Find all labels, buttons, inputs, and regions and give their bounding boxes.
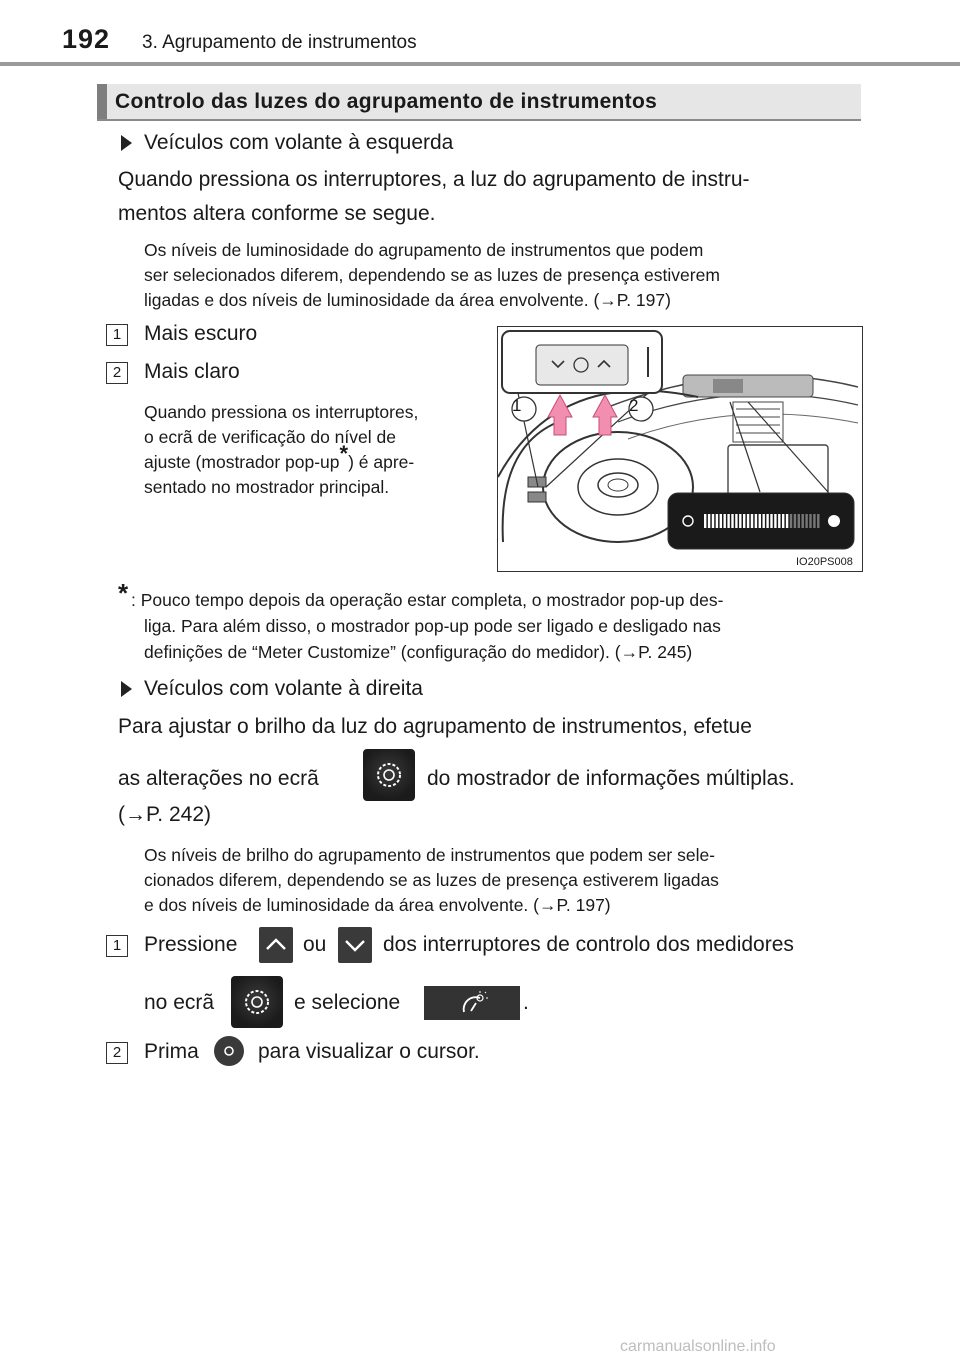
brightness-bar-segment (735, 514, 737, 528)
lhd-body-line: mentos altera conforme se segue. (118, 202, 436, 225)
footnote-line: : Pouco tempo depois da operação estar completa, o mostrador pop-up des- (131, 590, 724, 610)
brightness-bar-segment (708, 514, 710, 528)
figure-callout-2: 2 (629, 396, 639, 415)
lhd-note-line: ser selecionados diferem, dependendo se as luzes de presença estiverem (144, 265, 720, 285)
brightness-bar-segment (794, 514, 796, 528)
footnote-line: definições de “Meter Customize” (configuração do medidor). (→P. 245) (144, 642, 693, 662)
rhd-body-line: as alterações no ecrã (118, 767, 319, 790)
popup-note-line: o ecrã de verificação do nível de (144, 427, 396, 447)
brightness-bar-segment (716, 514, 718, 528)
step-text: para visualizar o cursor. (258, 1040, 480, 1063)
brightness-bar-segment (739, 514, 741, 528)
rhd-note-line: Os níveis de brilho do agrupamento de instrumentos que podem ser sele- (144, 845, 716, 865)
item-number: 2 (106, 362, 128, 384)
item-number: 1 (106, 324, 128, 346)
brightness-bar-segment (766, 514, 768, 528)
chevron-down-icon (338, 927, 372, 963)
step-text: Pressione (144, 933, 238, 956)
lhd-body-line: Quando pressiona os interruptores, a luz do agrupamento de instru- (118, 168, 750, 191)
item-label-lighter: Mais claro (144, 360, 240, 383)
popup-note-line: ajuste (mostrador pop-up*) é apre- (144, 441, 415, 472)
brightness-bar-segment (770, 514, 772, 528)
brightness-bar-segment (782, 514, 784, 528)
page-number: 192 (62, 24, 111, 54)
rhd-body-line: Para ajustar o brilho da luz do agrupamento de instrumentos, efetue (118, 715, 752, 738)
brightness-bar-segment (774, 514, 776, 528)
step-text: ou (303, 933, 327, 956)
footnote-star: * (118, 578, 129, 608)
brightness-bar-segment (805, 514, 807, 528)
figure-code: IO20PS008 (796, 556, 853, 568)
brightness-bar-segment (802, 514, 804, 528)
bullet-triangle-icon (121, 135, 132, 151)
brightness-bar-segment (813, 514, 815, 528)
rhd-note-line: cionados diferem, dependendo se as luzes de presença estiverem ligadas (144, 870, 719, 890)
brightness-bar-segment (727, 514, 729, 528)
brightness-bar-segment (743, 514, 745, 528)
settings-screen-icon (363, 749, 415, 801)
chapter-title: 3. Agrupamento de instrumentos (142, 32, 417, 53)
watermark: carmanualsonline.info (620, 1338, 776, 1355)
header-rule (0, 62, 960, 66)
item-label-darker: Mais escuro (144, 322, 258, 345)
popup-note-line: sentado no mostrador principal. (144, 477, 390, 497)
step-text: no ecrã (144, 991, 215, 1014)
step-text: Prima (144, 1040, 199, 1063)
dashboard-illustration (497, 326, 863, 572)
section-heading-bar (97, 84, 861, 120)
rhd-body-line: do mostrador de informações múltiplas. (427, 767, 795, 790)
brightness-bar-segment (751, 514, 753, 528)
ok-button-icon (214, 1036, 244, 1066)
brightness-bar-segment (763, 514, 765, 528)
section-title: Controlo das luzes do agrupamento de instrumentos (115, 90, 658, 113)
lhd-note-line: Os níveis de luminosidade do agrupamento de instrumentos que podem (144, 240, 704, 260)
dashboard-drawing (498, 327, 861, 570)
settings-screen-icon (231, 976, 283, 1028)
rhd-heading: Veículos com volante à direita (144, 677, 423, 700)
footnote-line: liga. Para além disso, o mostrador pop-up pode ser ligado e desligado nas (144, 616, 721, 636)
brightness-bar-segment (731, 514, 733, 528)
brightness-bar-segment (704, 514, 706, 528)
step-number: 2 (106, 1042, 128, 1064)
section-accent (97, 84, 107, 120)
brightness-bar-segment (759, 514, 761, 528)
step-text: . (523, 991, 529, 1014)
brightness-bar-segment (720, 514, 722, 528)
step-text: e selecione (294, 991, 401, 1014)
chevron-up-icon (259, 927, 293, 963)
lhd-heading: Veículos com volante à esquerda (144, 131, 454, 154)
brightness-bar-segment (817, 514, 819, 528)
brightness-bar-segment (755, 514, 757, 528)
rhd-note-line: e dos níveis de luminosidade da área envolvente. (→P. 197) (144, 895, 611, 915)
bullet-triangle-icon (121, 681, 132, 697)
lhd-note-line: ligadas e dos níveis de luminosidade da área envolvente. (→P. 197) (144, 290, 671, 310)
brightness-bar-segment (712, 514, 714, 528)
rhd-body-line: (→P. 242) (118, 803, 211, 826)
step-number: 1 (106, 935, 128, 957)
brightness-bar-segment (778, 514, 780, 528)
figure-callout-1: 1 (512, 396, 522, 415)
popup-note-line: Quando pressiona os interruptores, (144, 402, 419, 422)
section-underline (97, 119, 861, 121)
brightness-bar-segment (724, 514, 726, 528)
meter-brightness-icon (424, 986, 520, 1020)
brightness-bar-segment (786, 514, 788, 528)
brightness-bar-segment (809, 514, 811, 528)
brightness-bar-segment (798, 514, 800, 528)
brightness-bar-segment (790, 514, 792, 528)
step-text: dos interruptores de controlo dos medidores (383, 933, 794, 956)
brightness-bar-segment (747, 514, 749, 528)
